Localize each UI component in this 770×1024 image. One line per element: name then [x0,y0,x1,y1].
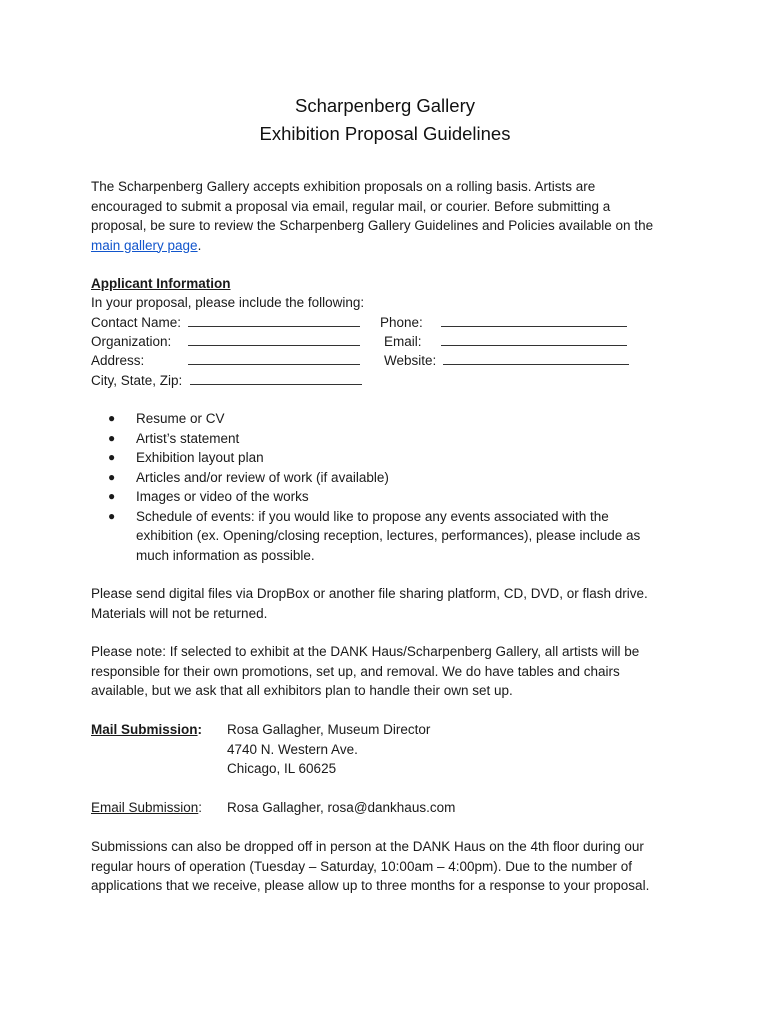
city-state-zip-label: City, State, Zip: [91,373,183,388]
please-note-paragraph: Please note: If selected to exhibit at the DANK Haus/Scharpenberg Gallery, all artists will be responsible for their own promotions, set up, and removal. We do have tables and chairs available, but we ask that all exhibitors plan to handle their own set up. [91,644,640,698]
bullet-icon: ● [108,450,116,464]
phone-field[interactable] [441,313,627,333]
list-item: ● Articles and/or review of work (if available) [108,468,688,488]
organization-label: Organization: [91,334,172,349]
closing-paragraph: Submissions can also be dropped off in person at the DANK Haus on the 4th floor during our regular hours of operation (Tuesday – Saturday, 10:00am – 4:00pm). Due to the number of applications that we receive, please allow up to three months for a response to your proposal. [91,839,650,893]
intro-line: encouraged to submit a proposal via email, regular mail, or courier. Before submitting a [91,198,611,214]
organization-field[interactable] [188,332,360,352]
intro-line: The Scharpenberg Gallery accepts exhibition proposals on a rolling basis. Artists are [91,179,596,194]
main-gallery-page-link[interactable]: main gallery page [91,237,198,253]
address-field[interactable] [188,351,360,371]
email-submission-label: Email Submission: [91,800,203,815]
email-field[interactable] [441,332,627,352]
intro-period: . [197,237,202,253]
list-item: ● Resume or CV [108,409,688,429]
mail-submission-label: Mail Submission: [91,722,203,737]
website-label: Website: [384,353,437,368]
bullet-icon: ● [108,508,116,523]
mail-address-block [227,720,430,779]
digital-files-paragraph: Please send digital files via DropBox or another file sharing platform, CD, DVD, or flash drive. Materials will not be returned. [91,586,648,621]
bullet-icon: ● [108,430,116,445]
list-item: ● Artist’s statement [108,429,688,449]
bullet-icon: ● [108,411,116,425]
intro-line [91,236,691,256]
list-item: ● Schedule of events: if you would like to propose any events associated with the exhibition (ex. Opening/closing reception, lectures, performances), please include as much information as possible. [108,508,641,563]
mail-line: 4740 N. Western Ave. [227,741,358,757]
website-field[interactable] [443,351,629,371]
applicant-heading-text: Applicant Information [91,276,231,291]
address-label: Address: [91,353,145,368]
contact-name-label: Contact Name: [91,315,182,330]
intro-line: proposal, be sure to review the Scharpenberg Gallery Guidelines and Policies available on the [91,218,654,233]
mail-line: Rosa Gallagher, Museum Director [227,722,431,737]
phone-label: Phone: [380,315,423,330]
bullet-icon: ● [108,469,116,484]
applicant-heading [91,274,691,294]
requirements-list [108,409,688,565]
intro-paragraph [91,177,691,255]
list-item: ● Exhibition layout plan [108,448,688,468]
email-label: Email: [384,334,422,349]
list-item: ● Images or video of the works [108,487,688,507]
email-submission-value: Rosa Gallagher, rosa@dankhaus.com [227,800,456,815]
mail-line: Chicago, IL 60625 [227,761,337,776]
contact-name-field[interactable] [188,313,360,333]
doc-title: Scharpenberg Gallery [295,95,475,116]
city-state-zip-field[interactable] [190,371,362,391]
bullet-icon: ● [108,489,116,503]
applicant-subheading: In your proposal, please include the following: [91,295,365,310]
doc-subtitle: Exhibition Proposal Guidelines [259,123,511,144]
